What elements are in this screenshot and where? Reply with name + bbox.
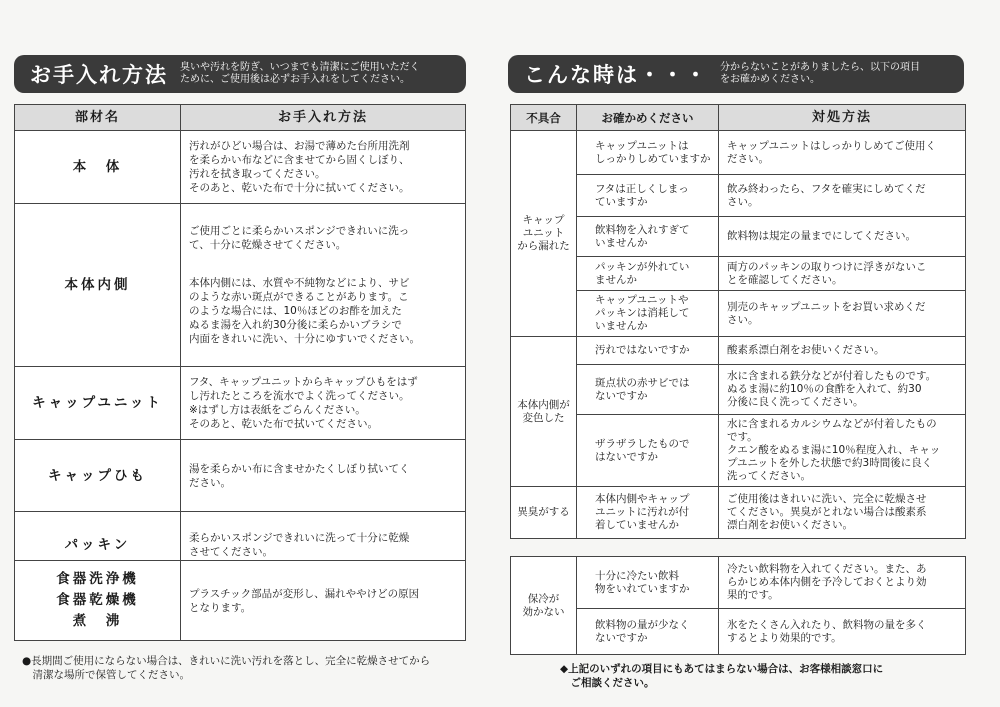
solution-item: 水に含まれるカルシウムなどが付着したもの です。 クエン酸をぬるま湯に10％程度入れ、キャッ プユニットを外した状態で約3時間後に良く 洗ってください。	[719, 415, 966, 487]
part-name: キャップひも	[15, 440, 181, 512]
part-name: キャップユニット	[15, 367, 181, 440]
table-row	[511, 131, 966, 175]
care-title: お手入れ方法	[30, 63, 168, 87]
issue-label: 異臭がする	[511, 487, 577, 539]
prohibited-item: 食器乾燥機	[56, 592, 139, 608]
table-row	[511, 557, 966, 609]
check-item: キャップユニットは しっかりしめていますか	[577, 131, 719, 175]
col-part-header: 部材名	[15, 105, 181, 131]
table-row	[511, 217, 966, 257]
solution-item: 水に含まれる鉄分などが付着したものです。 ぬるま湯に約10％の食酢を入れて、約30 分後に良く洗ってください。	[719, 365, 966, 415]
check-item: パッキンが外れてい ませんか	[577, 257, 719, 291]
troubleshoot-table	[510, 104, 966, 539]
table-row	[511, 337, 966, 365]
check-item: 本体内側やキャップ ユニットに汚れが付 着していませんか	[577, 487, 719, 539]
col-check-header: お確かめください	[577, 105, 719, 131]
col-solution-header: 対処方法	[719, 105, 966, 131]
prohibited-methods	[15, 561, 181, 641]
solution-item: ご使用後はきれいに洗い、完全に乾燥させ てください。異臭がとれない場合は酸素系 漂白剤をお使いください。	[719, 487, 966, 539]
care-header	[14, 55, 466, 93]
col-issue-header: 不具合	[511, 105, 577, 131]
care-method-text: 柔らかいスポンジできれいに洗って十分に乾燥 させてください。	[189, 531, 410, 558]
check-item: 飲料物を入れすぎて いませんか	[577, 217, 719, 257]
issue-label: キャップ ユニット から漏れた	[511, 131, 577, 337]
issue-label: 本体内側が 変色した	[511, 337, 577, 487]
col-method-header: お手入れ方法	[181, 105, 466, 131]
solution-item: 氷をたくさん入れたり、飲料物の量を多く するとより効果的です。	[719, 609, 966, 655]
table-row	[15, 561, 466, 641]
care-method	[181, 440, 466, 512]
care-method	[181, 367, 466, 440]
care-method-text: フタ、キャップユニットからキャップひもをはず し汚れたところを流水でよく洗ってください。 ※はずし方は表紙をごらんください。 そのあと、乾いた布で拭いてください。	[189, 376, 418, 430]
troubleshoot-title: こんな時は・・・	[524, 63, 708, 87]
troubleshoot-subtitle: 分からないことがありましたら、以下の項目 をお確かめください。	[720, 62, 920, 85]
warning-note: プラスチック部品が変形し、漏れややけどの原因 となります。	[181, 561, 466, 641]
solution-item: 飲み終わったら、フタを確実にしめてくだ さい。	[719, 175, 966, 217]
check-item: ザラザラしたもので はないですか	[577, 415, 719, 487]
table-row	[511, 487, 966, 539]
table-row	[511, 291, 966, 337]
storage-note: ●長期間ご使用にならない場合は、きれいに洗い汚れを落とし、完全に乾燥させてから 清潔な場所で保管してください。	[22, 655, 431, 681]
care-table	[14, 104, 466, 578]
table-row	[15, 131, 466, 204]
part-name: 本 体	[15, 131, 181, 204]
issue-label: 保冷が 効かない	[511, 557, 577, 655]
table-row	[15, 367, 466, 440]
care-subtitle: 臭いや汚れを防ぎ、いつまでも清潔にご使用いただく ために、ご使用後は必ずお手入れをしてください。	[180, 62, 420, 85]
table-row	[511, 257, 966, 291]
check-item: 斑点状の赤サビでは ないですか	[577, 365, 719, 415]
solution-item: 冷たい飲料物を入れてください。また、あ らかじめ本体内側を予冷しておくとより効 果的です。	[719, 557, 966, 609]
check-item: 汚れではないですか	[577, 337, 719, 365]
table-row	[15, 204, 466, 367]
table-row	[511, 415, 966, 487]
table-row	[15, 440, 466, 512]
check-item: フタは正しくしまっ ていますか	[577, 175, 719, 217]
prohibited-item: 食器洗浄機	[56, 571, 139, 587]
table-row	[511, 609, 966, 655]
solution-item: 別売のキャップユニットをお買い求めくだ さい。	[719, 291, 966, 337]
cold-keeping-table	[510, 556, 966, 655]
care-method-text: 湯を柔らかい布に含ませかたくしぼり拭いてく ださい。	[189, 462, 410, 489]
part-name: パッキン	[15, 512, 181, 578]
table-row	[511, 175, 966, 217]
contact-note: ◆上記のいずれの項目にもあてはまらない場合は、お客様相談窓口に ご相談ください。	[560, 663, 884, 689]
solution-item: 両方のパッキンの取りつけに浮きがないこ とを確認してください。	[719, 257, 966, 291]
care-method-text: 本体内側には、水質や不純物などにより、サビ のような赤い斑点ができることがあります。こ のような場合には、10％ほどのお酢を加えた ぬるま湯を入れ約30分後に柔らかいブラシで 内面をきれいに洗い、十分にゆすいでください。	[189, 277, 420, 345]
solution-item: 酸素系漂白剤をお使いください。	[719, 337, 966, 365]
check-item: 飲料物の量が少なく ないですか	[577, 609, 719, 655]
care-method	[181, 204, 466, 367]
check-item: キャップユニットや パッキンは消耗して いませんか	[577, 291, 719, 337]
care-method	[181, 131, 466, 204]
care-method-text: 汚れがひどい場合は、お湯で薄めた台所用洗剤 を柔らかい布などに含ませてから固くしぼり、 汚れを拭き取ってください。 そのあと、乾いた布で十分に拭いてください。	[189, 140, 410, 194]
table-row	[511, 365, 966, 415]
check-item: 十分に冷たい飲料 物をいれていますか	[577, 557, 719, 609]
care-method-text: ご使用ごとに柔らかいスポンジできれいに洗っ て、十分に乾燥させてください。	[189, 225, 410, 251]
troubleshoot-header	[508, 55, 964, 93]
solution-item: 飲料物は規定の量までにしてください。	[719, 217, 966, 257]
solution-item: キャップユニットはしっかりしめてご使用く ださい。	[719, 131, 966, 175]
part-name: 本体内側	[15, 204, 181, 367]
dishwasher-warning-table	[14, 560, 466, 641]
prohibited-item: 煮 沸	[72, 613, 123, 629]
